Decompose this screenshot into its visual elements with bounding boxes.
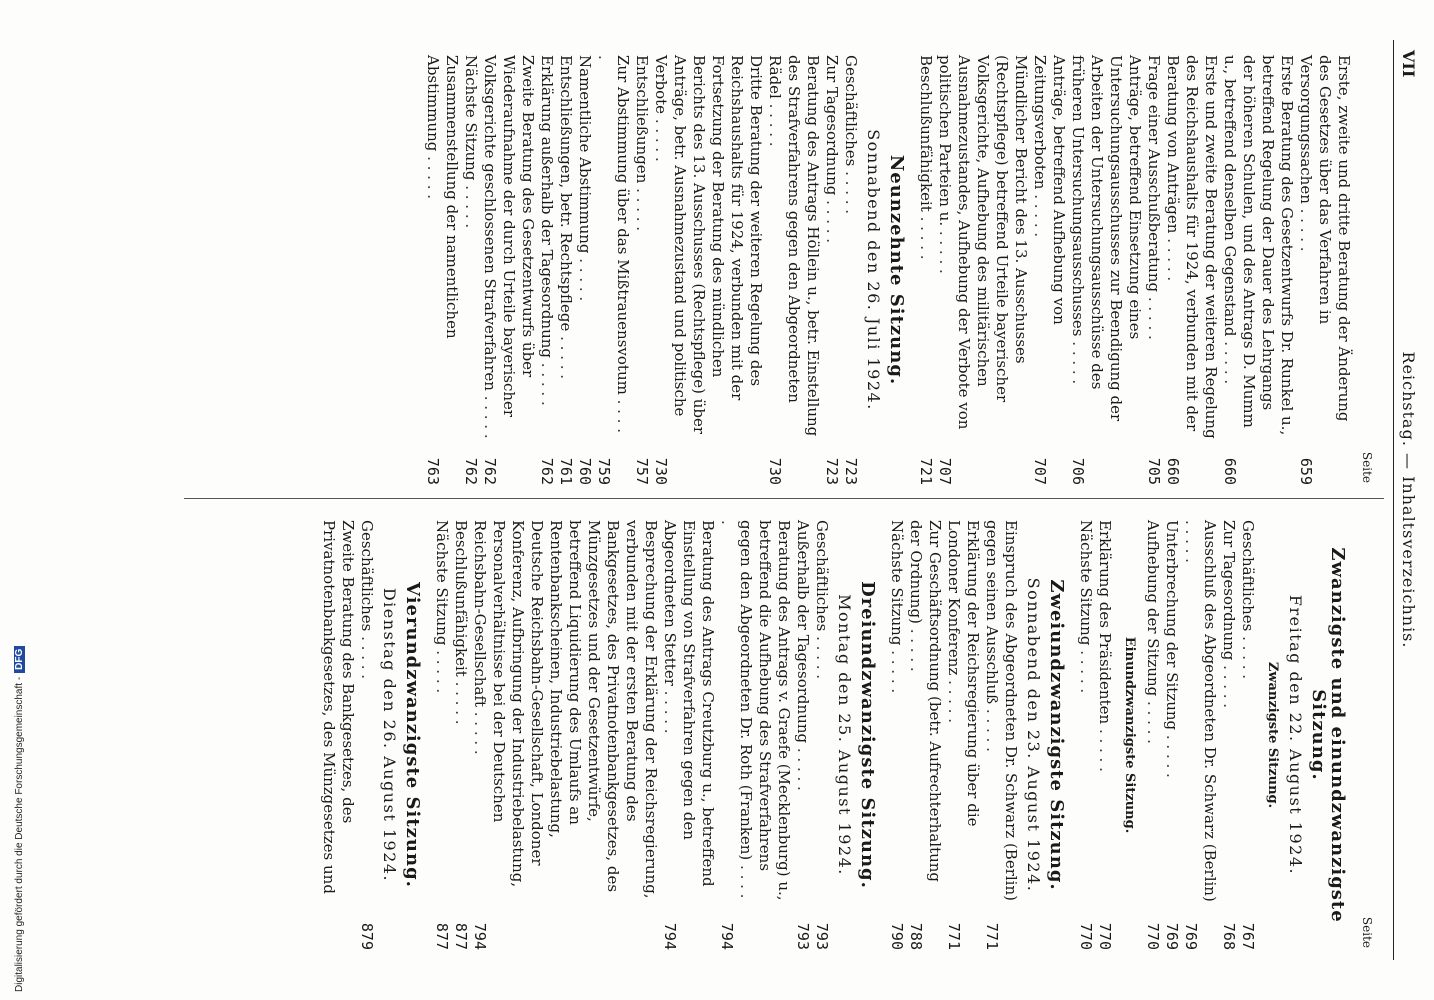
leader-dots: . . . . . (1069, 336, 1087, 385)
toc-entry-page: 794 (718, 922, 736, 950)
toc-entry-title: Zur Tagesordnung (823, 55, 841, 196)
leader-dots: . . . . . (462, 180, 480, 229)
toc-entry-title: Außerhalb der Tagesordnung (794, 520, 812, 744)
toc-entry (461, 55, 480, 485)
toc-entry-title: Frage einer Ausschußberatung (1145, 55, 1163, 293)
toc-entry-page: 771 (983, 922, 1001, 950)
toc-entry-title: Erste Beratung des Gesetzentwurfs Dr. Runkel u., betreffend Regelung der Dauer des Lehrgangs der höheren Schulen, und des Antrags D. Mumm u., betreffend denselben Gegenstand (1221, 55, 1296, 436)
toc-entry (319, 520, 357, 950)
leader-dots: . . . . . (358, 631, 376, 680)
toc-entry-title: Mündlicher Bericht des 13. Ausschusses (Rechtspflege) betreffend Urteile bayerischer Volksgerichte, Aufhebung des militärischen Ausnahmezustandes, Aufhebung der Verbote von politischen Parteien u. (936, 55, 1030, 430)
toc-entry-page: 794 (661, 922, 679, 950)
toc-entry-title: Entschließungen, betr. Rechtspflege (557, 55, 575, 332)
toc-entry-title: Entschließungen (633, 55, 651, 184)
leader-dots: . . . . . (1096, 724, 1114, 772)
toc-entry (1238, 520, 1257, 950)
toc-entry (632, 55, 651, 485)
toc-entry-title: Beratung des Antrags Höllein u., betr. Einstellung des Strafverfahrens gegen den Abgeordneten Rädel (766, 55, 822, 437)
toc-entry-title: Beschlußunfähigkeit (452, 520, 470, 677)
toc-entry-page: 730 (652, 457, 670, 485)
seite-label: Seite (1360, 916, 1374, 948)
toc-entry-title: Dritte Beratung der weiteren Regelung des Reichshaushalts für 1924, verbunden mit der Fortsetzung der Beratung des mündlichen Berichts des 13. Ausschusses (Rechtspflege) über Anträge, betr. Ausnahmezustand und politische Verbote (652, 55, 765, 435)
leader-dots: . . . . . (888, 645, 906, 694)
toc-entry (423, 55, 461, 485)
toc-entry (935, 55, 1030, 485)
toc-entry-title: Namentliche Abstimmung (576, 55, 594, 254)
leader-dots: . . . . . (595, 55, 632, 433)
toc-entry (451, 520, 470, 950)
running-title: Reichstag. — Inhaltsverzeichnis. (1399, 351, 1418, 649)
toc-entry (556, 55, 575, 485)
leader-dots: . . . . . (1031, 189, 1049, 238)
toc-entry-page: 790 (888, 922, 906, 950)
toc-entry (1296, 55, 1353, 485)
toc-entry-page: 769 (1163, 922, 1181, 950)
digitization-credit (14, 646, 25, 992)
toc-entry (594, 55, 632, 485)
session-subheading: Einundzwanzigste Sitzung. (1122, 636, 1137, 834)
toc-entry-page: 761 (557, 457, 575, 485)
toc-entry (537, 55, 556, 485)
toc-entry-title: Zur Tagesordnung (1220, 520, 1238, 661)
toc-entry-page: 793 (813, 922, 831, 950)
page-header (1393, 40, 1420, 960)
leader-dots: . . . . . (794, 743, 812, 791)
session-entries (319, 520, 376, 950)
toc-entry (1068, 55, 1144, 485)
toc-entry (1095, 520, 1114, 950)
toc-entry-page: 760 (576, 457, 594, 485)
session-date: Freitag den 22. August 1924. (1286, 594, 1305, 876)
leader-dots: . . . . . (766, 98, 784, 147)
session-subheading: Zwanzigste Sitzung. (1265, 661, 1280, 809)
toc-entry (575, 55, 594, 485)
toc-entry-page: 762 (481, 457, 499, 485)
leader-dots: . . . . . (813, 631, 831, 680)
toc-entries-continued (916, 55, 1353, 485)
toc-entry-page: 877 (452, 922, 470, 950)
toc-entry-page: 723 (842, 457, 860, 485)
toc-entry-title: Nächste Sitzung (888, 520, 906, 646)
page-number-roman: VII (1399, 50, 1418, 78)
toc-entry-title: Aufhebung der Sitzung (1144, 520, 1162, 697)
leader-dots: . . . . . (424, 151, 442, 200)
toc-entry-page: 721 (917, 457, 935, 485)
leader-dots: . . . . . (1221, 336, 1239, 385)
leader-dots: . . . . . (842, 166, 860, 215)
toc-entry-title: Nächste Sitzung (462, 55, 480, 181)
leader-dots: . . . . . (1164, 233, 1182, 282)
leader-dots: . . . . . (1182, 520, 1200, 563)
session-entries (1143, 520, 1257, 950)
leader-dots: . . . . . (1220, 660, 1238, 709)
leader-dots: . . . . . (652, 114, 670, 162)
toc-entry (1076, 520, 1095, 950)
toc-entry-title: Geschäftliches (358, 520, 376, 632)
leader-dots: . . . . . (538, 358, 556, 406)
toc-entry (480, 55, 537, 485)
session-date: Sonnabend den 23. August 1924. (1024, 577, 1043, 893)
toc-entry-title: Besprechung der Erklärung der Reichsregierung, verbunden mit der ersten Beratung des Bankgesetzes, des Privatnotenbankgesetzes, des Münzgesetzes und der Gesetzentwürfe, betreffend Liquidierung des Umlaufs an Rentenbankscheinen, Industriebelastung, Deutsche Reichsbahn-Gesellschaft, Londoner Konferenz, Aufbringung der Industriebelastung, Personalverhältnisse bei der Deutschen Reichsbahn-Gesellschaft (471, 520, 660, 899)
toc-entry-page: 788 (907, 922, 925, 950)
toc-entry-page: 771 (945, 922, 963, 950)
leader-dots: . . . . . (471, 706, 489, 755)
toc-entry-title: Erklärung des Präsidenten (1096, 520, 1114, 725)
session-date: Montag den 25. August 1924. (835, 594, 854, 876)
toc-entry-title: Beschlußunfähigkeit (917, 55, 935, 212)
toc-entry (1220, 55, 1296, 485)
toc-entry-title: Ausschluß des Abgeordneten Dr. Schwarz (Berlin) (1201, 520, 1219, 902)
toc-entry-title: Anträge, betreffend Einsetzung eines Untersuchungsausschusses zur Beendigung der Arbeiten der Untersuchungsausschüsse des früheren Untersuchungsausschusses (1069, 55, 1144, 422)
toc-entry-page: 770 (1096, 922, 1114, 950)
toc-entry-title: Einspruch des Abgeordneten Dr. Schwarz (Berlin) gegen seinen Ausschluß (983, 520, 1020, 901)
toc-entry-page: 770 (1144, 922, 1162, 950)
toc-entry-title: Geschäftliches (813, 520, 831, 632)
leader-dots: . . . . . (983, 704, 1001, 752)
toc-entry-page: 763 (424, 457, 442, 485)
toc-entry (1030, 55, 1068, 485)
toc-entry-title: Erste und zweite Beratung der weiteren Regelung des Reichshaushalts für 1924, verbunden mit der Beratung von Anträgen (1164, 55, 1220, 439)
session-date: Sonnabend den 26. Juli 1924. (864, 129, 883, 411)
leader-dots: . . . . . (433, 645, 451, 694)
toc-entry (906, 520, 944, 950)
toc-entry (717, 520, 793, 950)
leader-dots: . . . . . (1077, 645, 1095, 694)
toc-entry-page: 759 (595, 457, 613, 485)
toc-entry (1181, 520, 1219, 950)
session-date: Dienstag den 26. August 1924. (380, 587, 399, 883)
toc-entry-title: Nächste Sitzung (1077, 520, 1095, 646)
toc-entry-page: 705 (1145, 457, 1163, 485)
toc-entry-title: Zusammenstellung der namentlichen Abstimmung (424, 55, 461, 339)
leader-dots: . . . . . (452, 676, 470, 725)
toc-entry-page: 767 (1239, 922, 1257, 950)
left-column (423, 55, 1376, 485)
toc-entry (887, 520, 906, 950)
leader-dots: . . . . . (1297, 203, 1315, 252)
session-heading: Vierundzwanzigste Sitzung. (402, 582, 423, 888)
toc-entry-page: 660 (1221, 457, 1239, 485)
credit-text: Digitalisierung gefördert durch die Deutsche Forschungsgemeinschaft - (14, 676, 25, 992)
toc-entry (812, 520, 831, 950)
toc-entry-page: 762 (462, 457, 480, 485)
toc-entry-title: Erklärung der Reichsregierung über die Londoner Konferenz (945, 520, 982, 827)
leader-dots: . . . . . (823, 195, 841, 244)
right-column (319, 520, 1376, 950)
toc-entry-title: Erklärung außerhalb der Tagesordnung (538, 55, 556, 359)
toc-entry-title: Zur Abstimmung über das Mißtrauensvotum (614, 55, 632, 395)
toc-entry-page: 768 (1220, 922, 1238, 950)
toc-entry (660, 520, 717, 950)
toc-entry-title: Geschäftliches (842, 55, 860, 167)
toc-entry-page: 762 (538, 457, 556, 485)
toc-entry (916, 55, 935, 485)
toc-entry-page: 879 (358, 922, 376, 950)
toc-entry-title: Geschäftliches (1239, 520, 1257, 632)
toc-entry (357, 520, 376, 950)
toc-entry-page: 707 (936, 457, 954, 485)
session-entries (1076, 520, 1114, 950)
toc-entry (470, 520, 660, 950)
toc-entry-title: Anträge, betreffend Aufhebung von Zeitungsverboten (1031, 55, 1068, 325)
toc-entry (432, 520, 451, 950)
toc-entry-title: Unterbrechung der Sitzung (1163, 520, 1181, 731)
toc-entry (982, 520, 1020, 950)
toc-entry (1144, 55, 1163, 485)
toc-entry-title: Nächste Sitzung (433, 520, 451, 646)
toc-entry-title: Erste, zweite und dritte Beratung der Änderung des Gesetzes über das Verfahren in Versorgungssachen (1297, 55, 1353, 422)
leader-dots: . . . . . (576, 253, 594, 302)
session-entries (432, 520, 831, 950)
toc-entry-page: 660 (1164, 457, 1182, 485)
toc-entry (1163, 55, 1220, 485)
toc-entry (651, 55, 765, 485)
toc-entry-page: 707 (1031, 457, 1049, 485)
toc-entry (793, 520, 812, 950)
toc-entry-page: 793 (794, 922, 812, 950)
toc-entry (1219, 520, 1238, 950)
leader-dots: . . . . . (945, 675, 963, 723)
toc-entry (1143, 520, 1162, 950)
leader-dots: . . . . . (1145, 292, 1163, 340)
toc-entry-title: Zweite Beratung des Bankgesetzes, des Privatnotenbankgesetzes, des Münzgesetzes und (320, 520, 357, 894)
session-entries (423, 55, 860, 485)
toc-entry-page: 877 (433, 922, 451, 950)
leader-dots: . . . . . (481, 390, 499, 439)
session-heading: Zwanzigste und einundzwanzigste Sitzung. (1308, 547, 1348, 923)
leader-dots: . . . . . (917, 211, 935, 260)
session-heading: Neunzehnte Sitzung. (886, 154, 907, 386)
leader-dots: . . . . . (936, 226, 954, 274)
toc-entry-title: Zur Geschäftsordnung (betr. Aufrechterhaltung der Ordnung) (907, 520, 944, 883)
toc-entry-page: 659 (1297, 457, 1315, 485)
toc-entry (944, 520, 982, 950)
toc-entry (822, 55, 841, 485)
leader-dots: . . . . . (557, 331, 575, 380)
session-entries (887, 520, 1020, 950)
leader-dots: . . . . . (718, 520, 755, 899)
leader-dots: . . . . . (1239, 631, 1257, 680)
seite-label: Seite (1360, 451, 1374, 483)
leader-dots: . . . . . (907, 623, 925, 672)
toc-entry-page: 723 (823, 457, 841, 485)
toc-entry-title: Beratung des Antrags Creutzburg u., betreffend Einstellung von Strafverfahren gegen den Abgeordneten Stetter (661, 520, 717, 887)
toc-entry (841, 55, 860, 485)
toc-entry-page: 757 (633, 457, 651, 485)
toc-entry-page: 770 (1077, 922, 1095, 950)
column-divider (184, 498, 1384, 499)
toc-entry (765, 55, 822, 485)
dfg-logo: DFG (14, 646, 25, 673)
toc-entry-title: Beratung des Antrags v. Graefe (Mecklenburg) u., betreffend die Aufhebung des Strafverfahrens gegen den Abgeordneten Dr. Roth (Franken) (737, 520, 793, 901)
session-heading: Dreiundzwanzigste Sitzung. (857, 581, 878, 889)
toc-entry-page: 730 (766, 457, 784, 485)
leader-dots: . . . . . (1144, 696, 1162, 744)
session-heading: Zweiundzwanzigste Sitzung. (1046, 579, 1067, 891)
leader-dots: . . . . . (1163, 730, 1181, 778)
leader-dots: . . . . . (661, 685, 679, 734)
toc-entry-page: 706 (1069, 457, 1087, 485)
toc-entry (1162, 520, 1181, 950)
toc-entry-page: 794 (471, 922, 489, 950)
toc-entry-page: 769 (1182, 922, 1200, 950)
toc-entry-title: Zweite Beratung des Gesetzentwurfs über Wiederaufnahme der durch Urteile bayerischer Volksgerichte geschlossenen Strafverfahren (481, 55, 537, 418)
leader-dots: . . . . . (633, 183, 651, 232)
